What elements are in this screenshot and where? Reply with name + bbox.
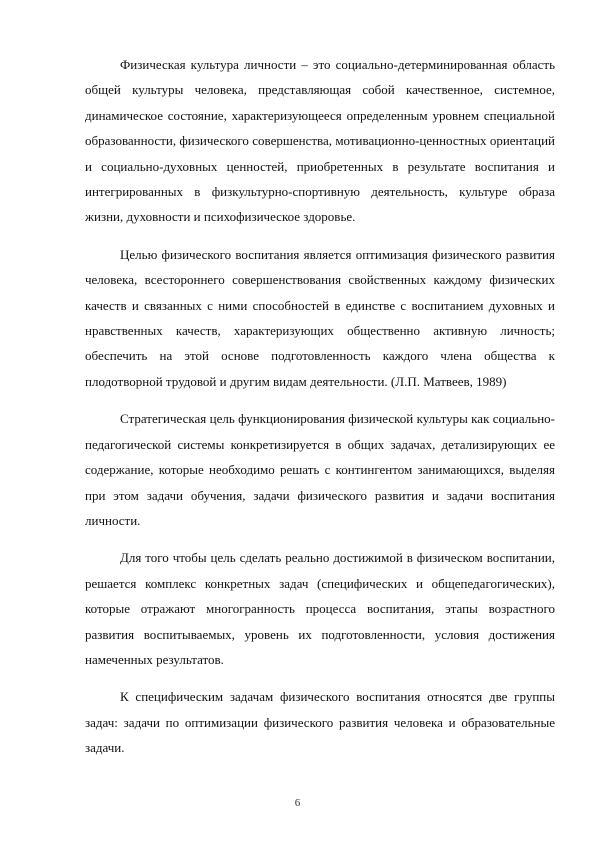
page-number: 6 [294, 797, 301, 809]
document-body [85, 52, 555, 773]
paragraph-physical-education-goal: Целью физического воспитания является оптимизация физического развития человека, всестороннего совершенствования свойственных каждому физических качеств и связанных с ними способностей в единстве с воспитанием духовных и нравственных качеств, характеризующих общественно активную личность; обеспечить на этой основе подготовленность каждого члена общества к плодотворной трудовой и другим видам деятельности. (Л.П. Матвеев, 1989) [85, 246, 555, 389]
paragraph-task-groups: К специфическим задачам физического воспитания относятся две группы задач: задачи по оптимизации физического развития человека и образовательные задачи. [85, 689, 555, 756]
paragraph-physical-culture-definition: Физическая культура личности – это социально-детерминированная область общей культуры человека, представляющая собой качественное, системное, динамическое состояние, характеризующееся определенным уровнем специальной образованности, физического совершенства, мотивационно-ценностных ориентаций и социально-духовных ценностей, приобретенных в результате воспитания и интегрированных в физкультурно-спортивную деятельность, культуре образа жизни, духовности и психофизическое здоровье. [85, 57, 555, 225]
paragraph-specific-tasks-complex: Для того чтобы цель сделать реально достижимой в физическом воспитании, решается комплекс конкретных задач (специфических и общепедагогических), которые отражают многогранность процесса воспитания, этапы возрастного развития воспитываемых, уровень их подготовленности, условия достижения намеченных результатов. [85, 550, 555, 667]
paragraph-strategic-goal: Стратегическая цель функционирования физической культуры как социально-педагогической системы конкретизируется в общих задачах, детализирующих ее содержание, которые необходимо решать с контингентом занимающихся, выделяя при этом задачи обучения, задачи физического развития и задачи воспитания личности. [85, 411, 555, 528]
